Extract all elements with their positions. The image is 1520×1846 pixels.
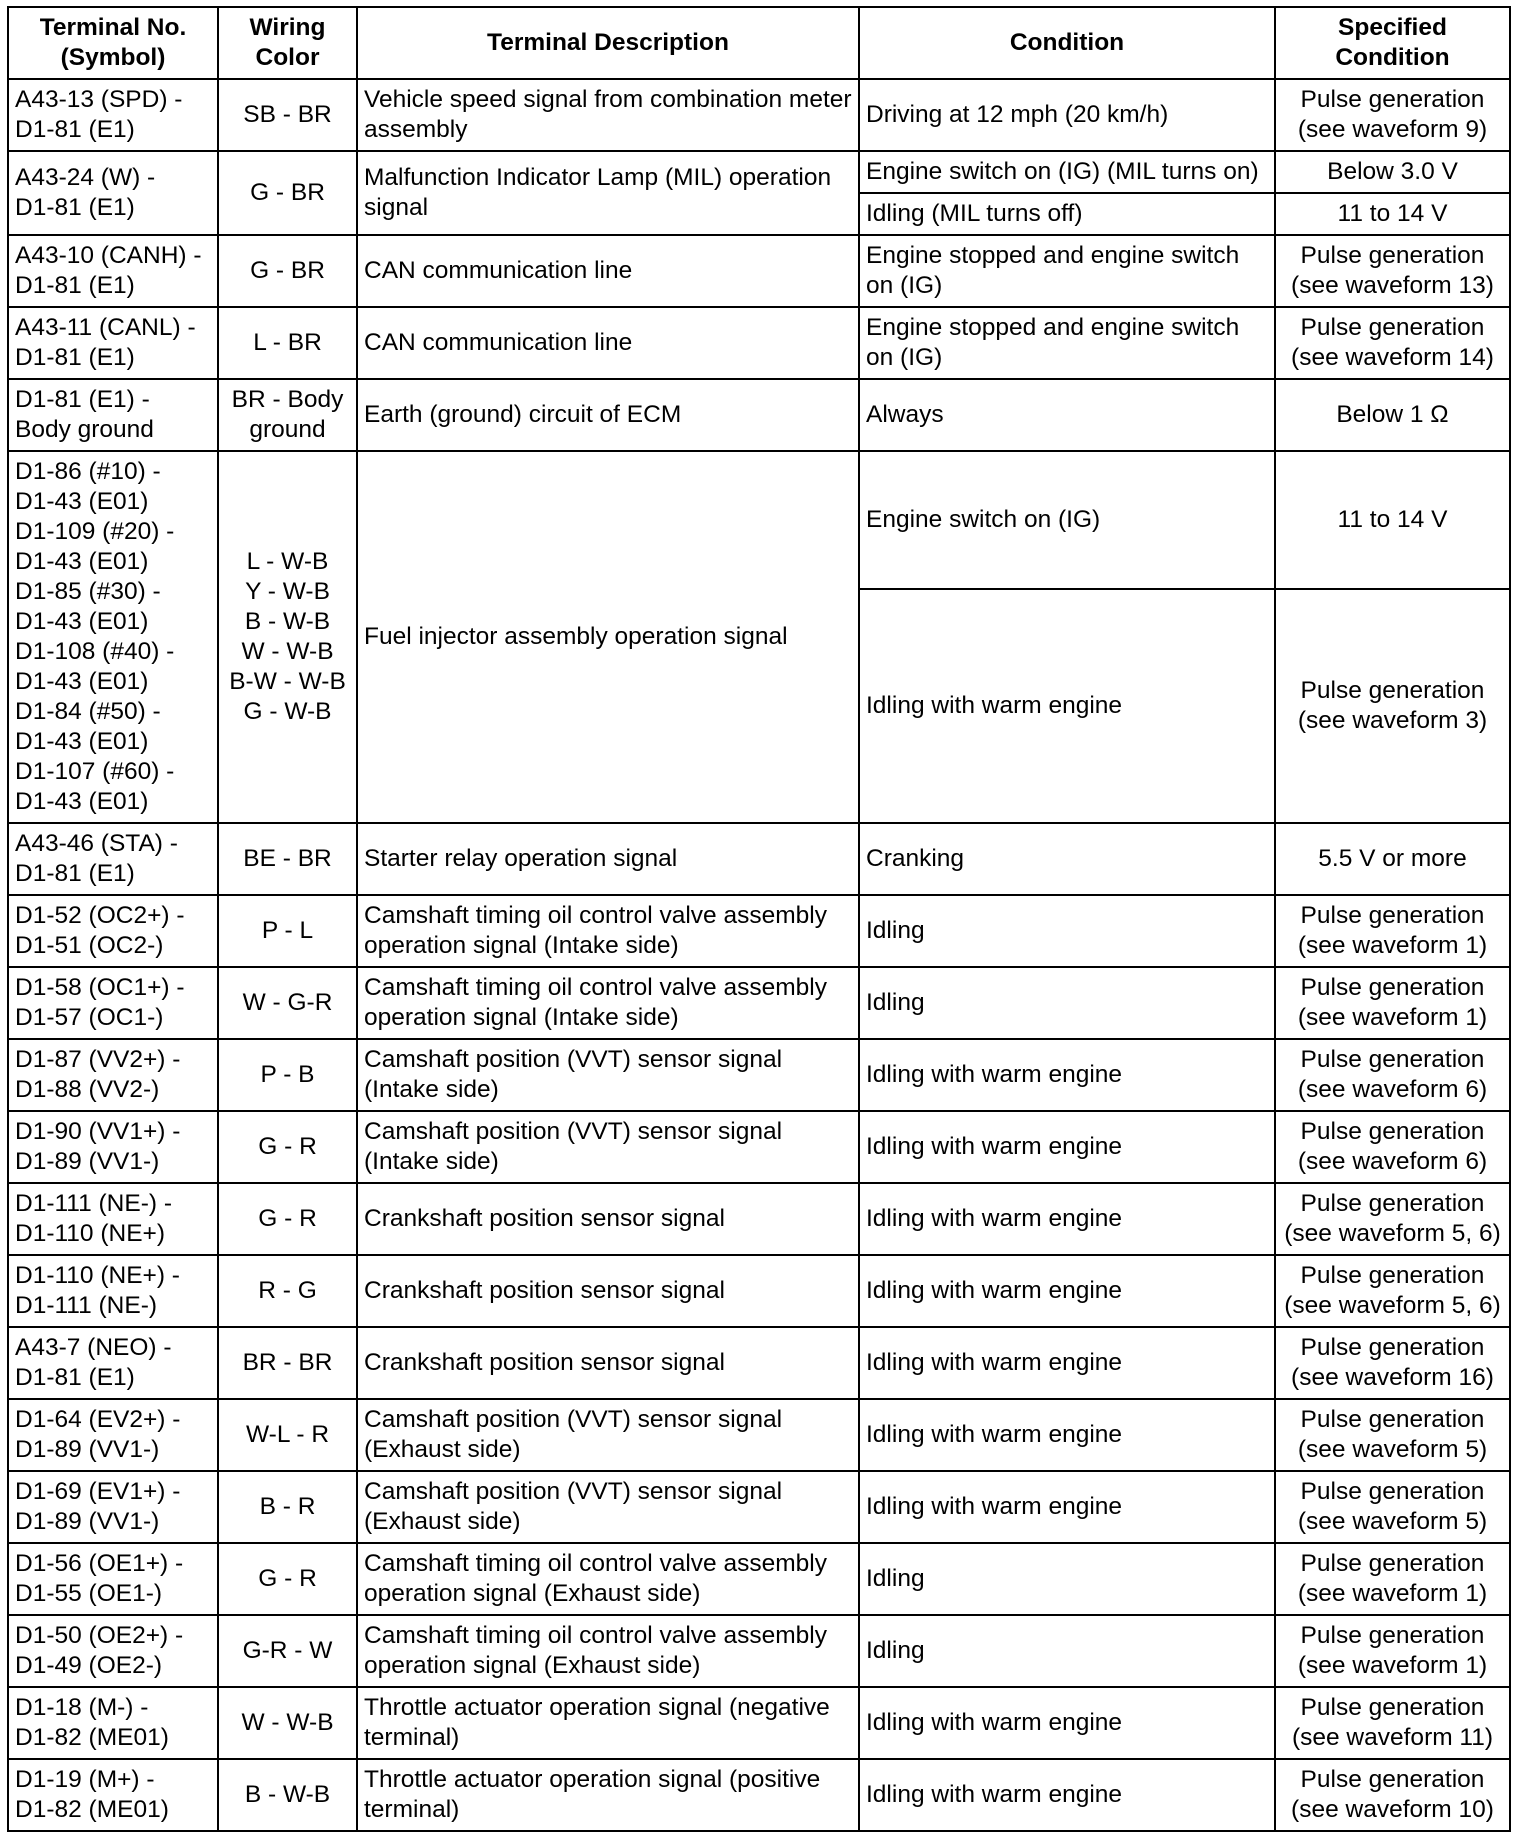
table-row <box>8 895 1510 967</box>
terminal-line: D1-90 (VV1+) - <box>15 1118 181 1145</box>
condition-cell <box>859 823 1275 895</box>
specified-condition-cell <box>1275 1255 1510 1327</box>
terminal-line: D1-81 (E1) <box>15 860 135 887</box>
terminal-description: Camshaft timing oil control valve assembly operation signal (Intake side) <box>364 902 827 959</box>
table-row <box>8 1399 1510 1471</box>
specified-condition: Pulse generation (see waveform 1) <box>1297 1550 1488 1607</box>
specified-condition: 11 to 14 V <box>1337 506 1448 533</box>
specified-condition-cell <box>1275 823 1510 895</box>
wiring-color: W - G-R <box>242 989 333 1016</box>
description-cell <box>357 823 859 895</box>
description-cell <box>357 1039 859 1111</box>
table-row <box>8 1471 1510 1543</box>
wiring-color: G - BR <box>250 257 325 284</box>
description-cell <box>357 895 859 967</box>
terminal-description: CAN communication line <box>364 329 633 356</box>
description-cell <box>357 1255 859 1327</box>
terminal-line: D1-81 (E1) <box>15 344 135 371</box>
terminal-description: Camshaft timing oil control valve assembly operation signal (Exhaust side) <box>364 1622 827 1679</box>
terminal-description: Camshaft position (VVT) sensor signal (Intake side) <box>364 1118 783 1175</box>
table-row <box>8 151 1510 193</box>
terminal-line: D1-69 (EV1+) - <box>15 1478 181 1505</box>
condition: Idling with warm engine <box>866 1277 1123 1304</box>
specified-condition-cell <box>1275 79 1510 151</box>
terminal-line: A43-10 (CANH) - <box>15 242 202 269</box>
condition: Idling <box>866 1637 925 1664</box>
specified-condition-cell <box>1275 151 1510 193</box>
specified-condition-cell <box>1275 379 1510 451</box>
terminal-line: D1-55 (OE1-) <box>15 1580 163 1607</box>
terminal-description: Malfunction Indicator Lamp (MIL) operation signal <box>364 164 832 221</box>
terminal-description: Throttle actuator operation signal (negative terminal) <box>364 1694 830 1751</box>
condition: Idling with warm engine <box>866 1349 1123 1376</box>
table-row <box>8 1255 1510 1327</box>
description-cell <box>357 1183 859 1255</box>
specified-condition: Below 1 Ω <box>1336 401 1449 428</box>
terminal-line: D1-56 (OE1+) - <box>15 1550 184 1577</box>
condition: Idling with warm engine <box>866 1061 1123 1088</box>
specified-condition-cell <box>1275 1759 1510 1831</box>
wiring-color: G - R <box>258 1133 317 1160</box>
wiring-color-cell <box>218 307 357 379</box>
header-condition: Condition <box>859 7 1275 79</box>
terminal-line: D1-109 (#20) - <box>15 518 175 545</box>
specified-condition-cell <box>1275 895 1510 967</box>
specified-condition-cell <box>1275 1543 1510 1615</box>
terminal-line: D1-43 (E01) <box>15 548 149 575</box>
terminal-line: D1-89 (VV1-) <box>15 1436 160 1463</box>
terminal-line: D1-50 (OE2+) - <box>15 1622 184 1649</box>
specified-condition-cell <box>1275 451 1510 589</box>
condition-cell <box>859 235 1275 307</box>
terminal-cell <box>8 1183 218 1255</box>
terminal-description: Fuel injector assembly operation signal <box>364 623 788 650</box>
condition: Idling <box>866 917 925 944</box>
condition: Engine switch on (IG) (MIL turns on) <box>866 158 1259 185</box>
condition: Idling with warm engine <box>866 1781 1123 1808</box>
terminal-line: A43-13 (SPD) - <box>15 86 183 113</box>
condition-cell <box>859 193 1275 235</box>
condition: Idling with warm engine <box>866 1421 1123 1448</box>
condition: Idling with warm engine <box>866 1709 1123 1736</box>
page <box>7 6 1511 1832</box>
specified-condition-cell <box>1275 589 1510 823</box>
header-row <box>8 7 1510 79</box>
specified-condition-cell <box>1275 1687 1510 1759</box>
condition: Engine stopped and engine switch on (IG) <box>866 242 1240 299</box>
wiring-color: W-L - R <box>245 1421 330 1448</box>
wiring-color: BR - Body ground <box>231 386 344 443</box>
specified-condition-cell <box>1275 1399 1510 1471</box>
condition-cell <box>859 451 1275 589</box>
wiring-color-cell <box>218 1759 357 1831</box>
wiring-color-cell <box>218 1111 357 1183</box>
condition: Driving at 12 mph (20 km/h) <box>866 101 1169 128</box>
wiring-color-cell <box>218 895 357 967</box>
specified-condition-cell <box>1275 307 1510 379</box>
condition: Idling with warm engine <box>866 692 1123 719</box>
header-wiring: Wiring Color <box>218 7 357 79</box>
terminal-line: D1-64 (EV2+) - <box>15 1406 181 1433</box>
terminal-cell <box>8 1759 218 1831</box>
terminal-cell <box>8 451 218 823</box>
description-cell <box>357 151 859 235</box>
terminal-cell <box>8 235 218 307</box>
terminal-line: D1-43 (E01) <box>15 608 149 635</box>
terminal-line: Body ground <box>15 416 154 443</box>
terminal-line: D1-89 (VV1-) <box>15 1508 160 1535</box>
wiring-color: P - B <box>260 1061 315 1088</box>
terminal-cell <box>8 967 218 1039</box>
condition-cell <box>859 1759 1275 1831</box>
terminal-description: CAN communication line <box>364 257 633 284</box>
terminal-description: Earth (ground) circuit of ECM <box>364 401 682 428</box>
table-row <box>8 1687 1510 1759</box>
specified-condition: Pulse generation (see waveform 1) <box>1297 974 1488 1031</box>
terminal-description: Camshaft position (VVT) sensor signal (Intake side) <box>364 1046 783 1103</box>
terminal-description: Crankshaft position sensor signal <box>364 1205 725 1232</box>
specified-condition-cell <box>1275 1039 1510 1111</box>
condition-cell <box>859 1543 1275 1615</box>
table-row <box>8 1183 1510 1255</box>
condition-cell <box>859 967 1275 1039</box>
terminal-line: D1-89 (VV1-) <box>15 1148 160 1175</box>
description-cell <box>357 1327 859 1399</box>
description-cell <box>357 967 859 1039</box>
specified-condition: 5.5 V or more <box>1318 845 1467 872</box>
table-row <box>8 1111 1510 1183</box>
specified-condition: 11 to 14 V <box>1337 200 1448 227</box>
description-cell <box>357 79 859 151</box>
wiring-color-cell <box>218 235 357 307</box>
wiring-color: L - BR <box>253 329 322 356</box>
specified-condition: Pulse generation (see waveform 1) <box>1297 902 1488 959</box>
terminal-line: D1-81 (E1) - <box>15 386 150 413</box>
terminal-line: D1-43 (E01) <box>15 488 149 515</box>
wiring-color-cell <box>218 1471 357 1543</box>
table-row <box>8 823 1510 895</box>
wiring-color-cell <box>218 451 357 823</box>
condition-cell <box>859 79 1275 151</box>
condition: Cranking <box>866 845 965 872</box>
terminal-description: Camshaft timing oil control valve assembly operation signal (Intake side) <box>364 974 827 1031</box>
wiring-color: W - W-B <box>241 1709 334 1736</box>
specified-condition: Pulse generation (see waveform 14) <box>1291 314 1494 371</box>
wiring-color: G-R - W <box>242 1637 333 1664</box>
header-specified: Specified Condition <box>1275 7 1510 79</box>
terminal-line: D1-84 (#50) - <box>15 698 161 725</box>
terminal-line: D1-87 (VV2+) - <box>15 1046 181 1073</box>
terminal-line: D1-88 (VV2-) <box>15 1076 160 1103</box>
condition: Engine stopped and engine switch on (IG) <box>866 314 1240 371</box>
condition-cell <box>859 895 1275 967</box>
specified-condition: Pulse generation (see waveform 5, 6) <box>1284 1262 1501 1319</box>
condition: Idling <box>866 1565 925 1592</box>
description-cell <box>357 1399 859 1471</box>
condition-cell <box>859 307 1275 379</box>
terminal-line: D1-111 (NE-) - <box>15 1190 173 1217</box>
terminal-cell <box>8 1543 218 1615</box>
terminal-cell <box>8 1615 218 1687</box>
terminal-description: Camshaft position (VVT) sensor signal (Exhaust side) <box>364 1406 783 1463</box>
header-terminal: Terminal No. (Symbol) <box>8 7 218 79</box>
table-row <box>8 1759 1510 1831</box>
terminal-line: D1-81 (E1) <box>15 272 135 299</box>
condition: Always <box>866 401 944 428</box>
specified-condition-cell <box>1275 193 1510 235</box>
wiring-color-cell <box>218 823 357 895</box>
terminal-line: D1-82 (ME01) <box>15 1796 169 1823</box>
terminal-line: D1-43 (E01) <box>15 788 149 815</box>
terminal-cell <box>8 1111 218 1183</box>
wiring-color-cell <box>218 1615 357 1687</box>
wiring-color-cell <box>218 1183 357 1255</box>
terminal-description: Throttle actuator operation signal (positive terminal) <box>364 1766 821 1823</box>
terminal-line: D1-81 (E1) <box>15 1364 135 1391</box>
condition-cell <box>859 1111 1275 1183</box>
terminal-line: A43-11 (CANL) - <box>15 314 196 341</box>
wiring-color-cell <box>218 1327 357 1399</box>
specified-condition: Pulse generation (see waveform 6) <box>1297 1046 1488 1103</box>
terminal-table <box>7 6 1511 1832</box>
specified-condition: Pulse generation (see waveform 10) <box>1291 1766 1494 1823</box>
terminal-line: D1-49 (OE2-) <box>15 1652 163 1679</box>
terminal-line: D1-58 (OC1+) - <box>15 974 185 1001</box>
table-row <box>8 235 1510 307</box>
table-row <box>8 967 1510 1039</box>
table-row <box>8 1543 1510 1615</box>
table-row <box>8 79 1510 151</box>
terminal-line: A43-24 (W) - <box>15 164 156 191</box>
condition: Engine switch on (IG) <box>866 506 1101 533</box>
specified-condition: Pulse generation (see waveform 5, 6) <box>1284 1190 1501 1247</box>
terminal-line: D1-19 (M+) - <box>15 1766 155 1793</box>
terminal-cell <box>8 1327 218 1399</box>
condition-cell <box>859 1687 1275 1759</box>
terminal-cell <box>8 379 218 451</box>
condition-cell <box>859 1615 1275 1687</box>
table-row <box>8 451 1510 589</box>
wiring-color-cell <box>218 79 357 151</box>
specified-condition-cell <box>1275 1615 1510 1687</box>
description-cell <box>357 1543 859 1615</box>
specified-condition: Pulse generation (see waveform 13) <box>1291 242 1494 299</box>
terminal-cell <box>8 1471 218 1543</box>
table-row <box>8 1615 1510 1687</box>
condition: Idling <box>866 989 925 1016</box>
condition-cell <box>859 151 1275 193</box>
terminal-line: D1-110 (NE+) - <box>15 1262 180 1289</box>
condition-cell <box>859 1471 1275 1543</box>
wiring-color: G - R <box>258 1205 317 1232</box>
terminal-description: Starter relay operation signal <box>364 845 678 872</box>
condition-cell <box>859 1039 1275 1111</box>
condition: Idling (MIL turns off) <box>866 200 1083 227</box>
specified-condition-cell <box>1275 1327 1510 1399</box>
terminal-cell <box>8 151 218 235</box>
wiring-color: B - R <box>259 1493 316 1520</box>
condition-cell <box>859 379 1275 451</box>
specified-condition-cell <box>1275 235 1510 307</box>
terminal-line: D1-18 (M-) - <box>15 1694 149 1721</box>
terminal-line: D1-86 (#10) - <box>15 458 161 485</box>
wiring-color-cell <box>218 967 357 1039</box>
terminal-line: D1-57 (OC1-) <box>15 1004 164 1031</box>
description-cell <box>357 307 859 379</box>
description-cell <box>357 1471 859 1543</box>
terminal-cell <box>8 1255 218 1327</box>
condition-cell <box>859 1183 1275 1255</box>
wiring-color: G - R <box>258 1565 317 1592</box>
specified-condition: Pulse generation (see waveform 11) <box>1291 1694 1494 1751</box>
wiring-color-cell <box>218 379 357 451</box>
terminal-line: D1-111 (NE-) <box>15 1292 158 1319</box>
terminal-cell <box>8 1687 218 1759</box>
terminal-line: D1-81 (E1) <box>15 116 135 143</box>
terminal-line: D1-110 (NE+) <box>15 1220 166 1247</box>
wiring-color-cell <box>218 1399 357 1471</box>
table-row <box>8 379 1510 451</box>
wiring-color: BR - BR <box>242 1349 333 1376</box>
wiring-color: BE - BR <box>243 845 332 872</box>
description-cell <box>357 1615 859 1687</box>
terminal-line: D1-82 (ME01) <box>15 1724 169 1751</box>
terminal-line: D1-107 (#60) - <box>15 758 175 785</box>
wiring-color-cell <box>218 1255 357 1327</box>
wiring-color-cell <box>218 1039 357 1111</box>
terminal-line: D1-81 (E1) <box>15 194 135 221</box>
table-row <box>8 1327 1510 1399</box>
specified-condition-cell <box>1275 1111 1510 1183</box>
specified-condition: Pulse generation (see waveform 5) <box>1297 1478 1488 1535</box>
terminal-cell <box>8 1399 218 1471</box>
wiring-color: G - BR <box>250 179 325 206</box>
wiring-color: R - G <box>258 1277 317 1304</box>
terminal-line: D1-108 (#40) - <box>15 638 175 665</box>
wiring-color: B - W-B <box>244 1781 331 1808</box>
wiring-color-cell <box>218 151 357 235</box>
specified-condition: Pulse generation (see waveform 6) <box>1297 1118 1488 1175</box>
description-cell <box>357 1759 859 1831</box>
wiring-color: P - L <box>261 917 314 944</box>
wiring-color: SB - BR <box>243 101 332 128</box>
condition-cell <box>859 1255 1275 1327</box>
specified-condition: Pulse generation (see waveform 5) <box>1297 1406 1488 1463</box>
specified-condition: Below 3.0 V <box>1327 158 1458 185</box>
terminal-description: Camshaft timing oil control valve assembly operation signal (Exhaust side) <box>364 1550 827 1607</box>
terminal-description: Crankshaft position sensor signal <box>364 1277 725 1304</box>
wiring-color-cell <box>218 1543 357 1615</box>
condition: Idling with warm engine <box>866 1493 1123 1520</box>
terminal-cell <box>8 307 218 379</box>
specified-condition-cell <box>1275 1183 1510 1255</box>
specified-condition-cell <box>1275 1471 1510 1543</box>
wiring-color-cell <box>218 1687 357 1759</box>
description-cell <box>357 1111 859 1183</box>
terminal-cell <box>8 1039 218 1111</box>
condition-cell <box>859 589 1275 823</box>
terminal-description: Crankshaft position sensor signal <box>364 1349 725 1376</box>
specified-condition: Pulse generation (see waveform 16) <box>1291 1334 1494 1391</box>
specified-condition: Pulse generation (see waveform 1) <box>1297 1622 1488 1679</box>
terminal-line: D1-51 (OC2-) <box>15 932 164 959</box>
terminal-description: Camshaft position (VVT) sensor signal (Exhaust side) <box>364 1478 783 1535</box>
terminal-line: D1-43 (E01) <box>15 668 149 695</box>
specified-condition: Pulse generation (see waveform 9) <box>1297 86 1488 143</box>
condition: Idling with warm engine <box>866 1133 1123 1160</box>
terminal-cell <box>8 895 218 967</box>
header-description: Terminal Description <box>357 7 859 79</box>
condition-cell <box>859 1399 1275 1471</box>
table-row <box>8 1039 1510 1111</box>
description-cell <box>357 1687 859 1759</box>
terminal-cell <box>8 823 218 895</box>
terminal-line: D1-52 (OC2+) - <box>15 902 185 929</box>
description-cell <box>357 235 859 307</box>
condition-cell <box>859 1327 1275 1399</box>
terminal-line: A43-7 (NEO) - <box>15 1334 172 1361</box>
wiring-color: L - W-B Y - W-B B - W-B W - W-B B-W - W-B G - W-B <box>229 548 346 725</box>
terminal-description: Vehicle speed signal from combination meter assembly <box>364 86 852 143</box>
terminal-cell <box>8 79 218 151</box>
description-cell <box>357 379 859 451</box>
terminal-line: D1-43 (E01) <box>15 728 149 755</box>
specified-condition-cell <box>1275 967 1510 1039</box>
terminal-line: A43-46 (STA) - <box>15 830 178 857</box>
description-cell <box>357 451 859 823</box>
specified-condition: Pulse generation (see waveform 3) <box>1297 677 1488 734</box>
condition: Idling with warm engine <box>866 1205 1123 1232</box>
terminal-line: D1-85 (#30) - <box>15 578 161 605</box>
table-row <box>8 307 1510 379</box>
